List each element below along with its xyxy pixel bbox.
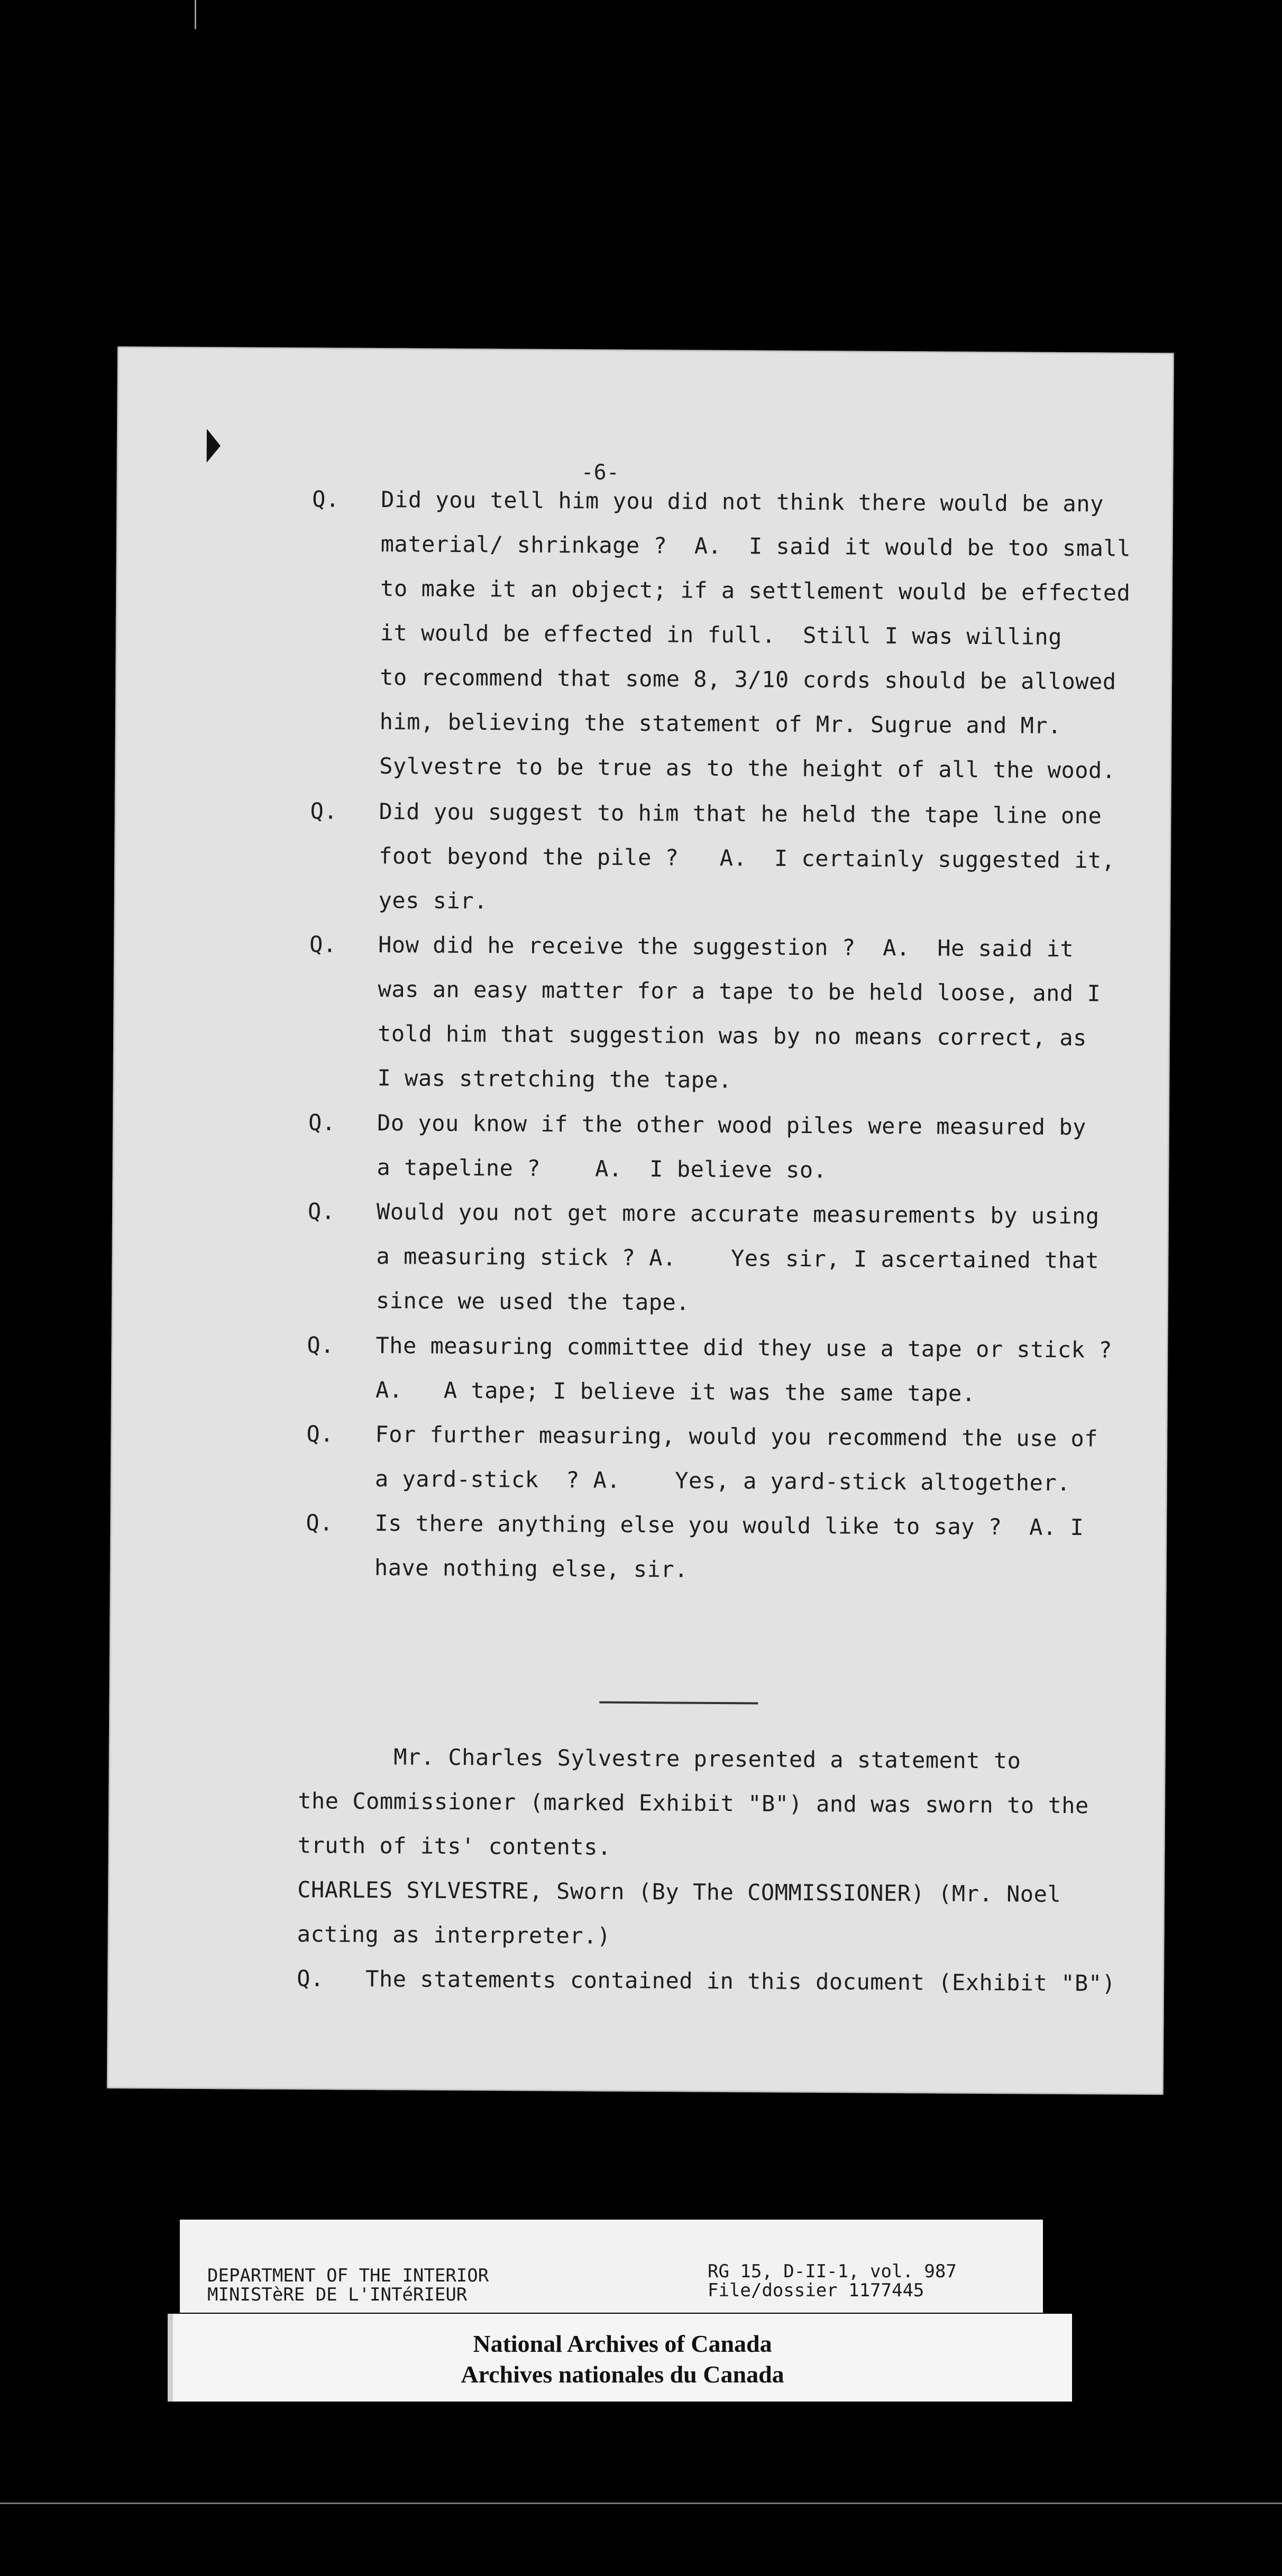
qa-line: was an easy matter for a tape to be held loose, and I <box>378 976 1101 1007</box>
qa-line: material/ shrinkage ? A. I said it would be too small <box>380 531 1131 562</box>
qa-line: Would you not get more accurate measurements by using <box>376 1199 1100 1229</box>
reference-label <box>708 2262 957 2300</box>
qa-line: a yard-stick ? A. Yes, a yard-stick altogether. <box>374 1466 1071 1496</box>
qa-line: The statements contained in this document (Exhibit "B") <box>365 1965 1116 1997</box>
qa-line: a measuring stick ? A. Yes sir, I ascertained that <box>376 1243 1100 1274</box>
qa-line: Did you suggest to him that he held the tape line one <box>379 798 1102 829</box>
qa-marker: Q. <box>309 931 337 958</box>
qa-marker: Q. <box>307 1198 335 1225</box>
qa-line: The measuring committee did they use a tape or stick ? <box>376 1332 1113 1363</box>
qa-line: have nothing else, sir. <box>374 1554 689 1583</box>
page-number: -6- <box>581 460 619 485</box>
department-en: DEPARTMENT OF THE INTERIOR <box>207 2265 489 2286</box>
archive-reference-label <box>180 2220 1043 2313</box>
qa-line: Sylvestre to be true as to the height of all the wood. <box>379 753 1116 784</box>
file-number: File/dossier 1177445 <box>708 2280 924 2301</box>
paragraph-line: acting as interpreter.) <box>297 1921 611 1949</box>
qa-marker: Q. <box>308 1109 336 1136</box>
paragraph-line: the Commissioner (marked Exhibit "B") and was sworn to the <box>298 1788 1089 1819</box>
record-group-reference: RG 15, D-II-1, vol. 987 <box>708 2261 957 2282</box>
qa-line: to make it an object; if a settlement would be effected <box>380 575 1131 606</box>
document-page <box>107 346 1174 2095</box>
qa-marker: Q. <box>307 1332 335 1358</box>
testimony-text <box>117 346 1174 1997</box>
qa-line: I was stretching the tape. <box>377 1065 732 1093</box>
archive-name-fr: Archives nationales du Canada <box>461 2361 784 2388</box>
department-label <box>207 2266 489 2304</box>
film-bottom-line <box>0 2503 1282 2504</box>
section-divider <box>599 1701 758 1705</box>
qa-line: Do you know if the other wood piles were measured by <box>377 1110 1087 1140</box>
qa-marker: Q. <box>310 798 338 824</box>
qa-marker: Q. <box>297 1965 324 1992</box>
qa-line: it would be effected in full. Still I was willing <box>380 620 1063 650</box>
qa-line: yes sir. <box>378 887 488 914</box>
statement-paragraph <box>297 1734 1144 1873</box>
qa-line: him, believing the statement of Mr. Sugrue and Mr. <box>379 709 1062 739</box>
punch-hole-mark <box>207 429 221 463</box>
qa-marker: Q. <box>306 1421 334 1447</box>
qa-line: foot beyond the pile ? A. I certainly suggested it, <box>378 843 1115 873</box>
qa-line: Is there anything else you would like to say ? A. I <box>374 1510 1084 1541</box>
paragraph-line: truth of its' contents. <box>297 1832 611 1860</box>
qa-item <box>312 477 1131 784</box>
qa-line: How did he receive the suggestion ? A. He said it <box>378 932 1074 962</box>
qa-marker: Q. <box>312 486 340 512</box>
qa-line: since we used the tape. <box>376 1287 690 1315</box>
paragraph-line: Mr. Charles Sylvestre presented a statement to <box>298 1743 1021 1774</box>
archive-card <box>168 2314 1072 2402</box>
qa-marker: Q. <box>306 1510 334 1536</box>
qa-line: A. A tape; I believe it was the same tape. <box>375 1377 976 1406</box>
qa-line: told him that suggestion was by no means correct, as <box>377 1020 1087 1051</box>
qa-line: For further measuring, would you recommend the use of <box>375 1421 1098 1452</box>
paragraph-line: CHARLES SYLVESTRE, Sworn (By The COMMISSIONER) (Mr. Noel <box>297 1876 1061 1907</box>
department-fr: MINISTèRE DE L'INTéRIEUR <box>207 2284 468 2305</box>
archive-name-en: National Archives of Canada <box>473 2330 772 2357</box>
qa-line: a tapeline ? A. I believe so. <box>377 1154 827 1183</box>
qa-line: Did you tell him you did not think there would be any <box>381 486 1104 517</box>
film-edge-mark <box>195 0 196 29</box>
qa-line: to recommend that some 8, 3/10 cords should be allowed <box>380 664 1116 695</box>
sworn-paragraph <box>297 1867 1143 1962</box>
